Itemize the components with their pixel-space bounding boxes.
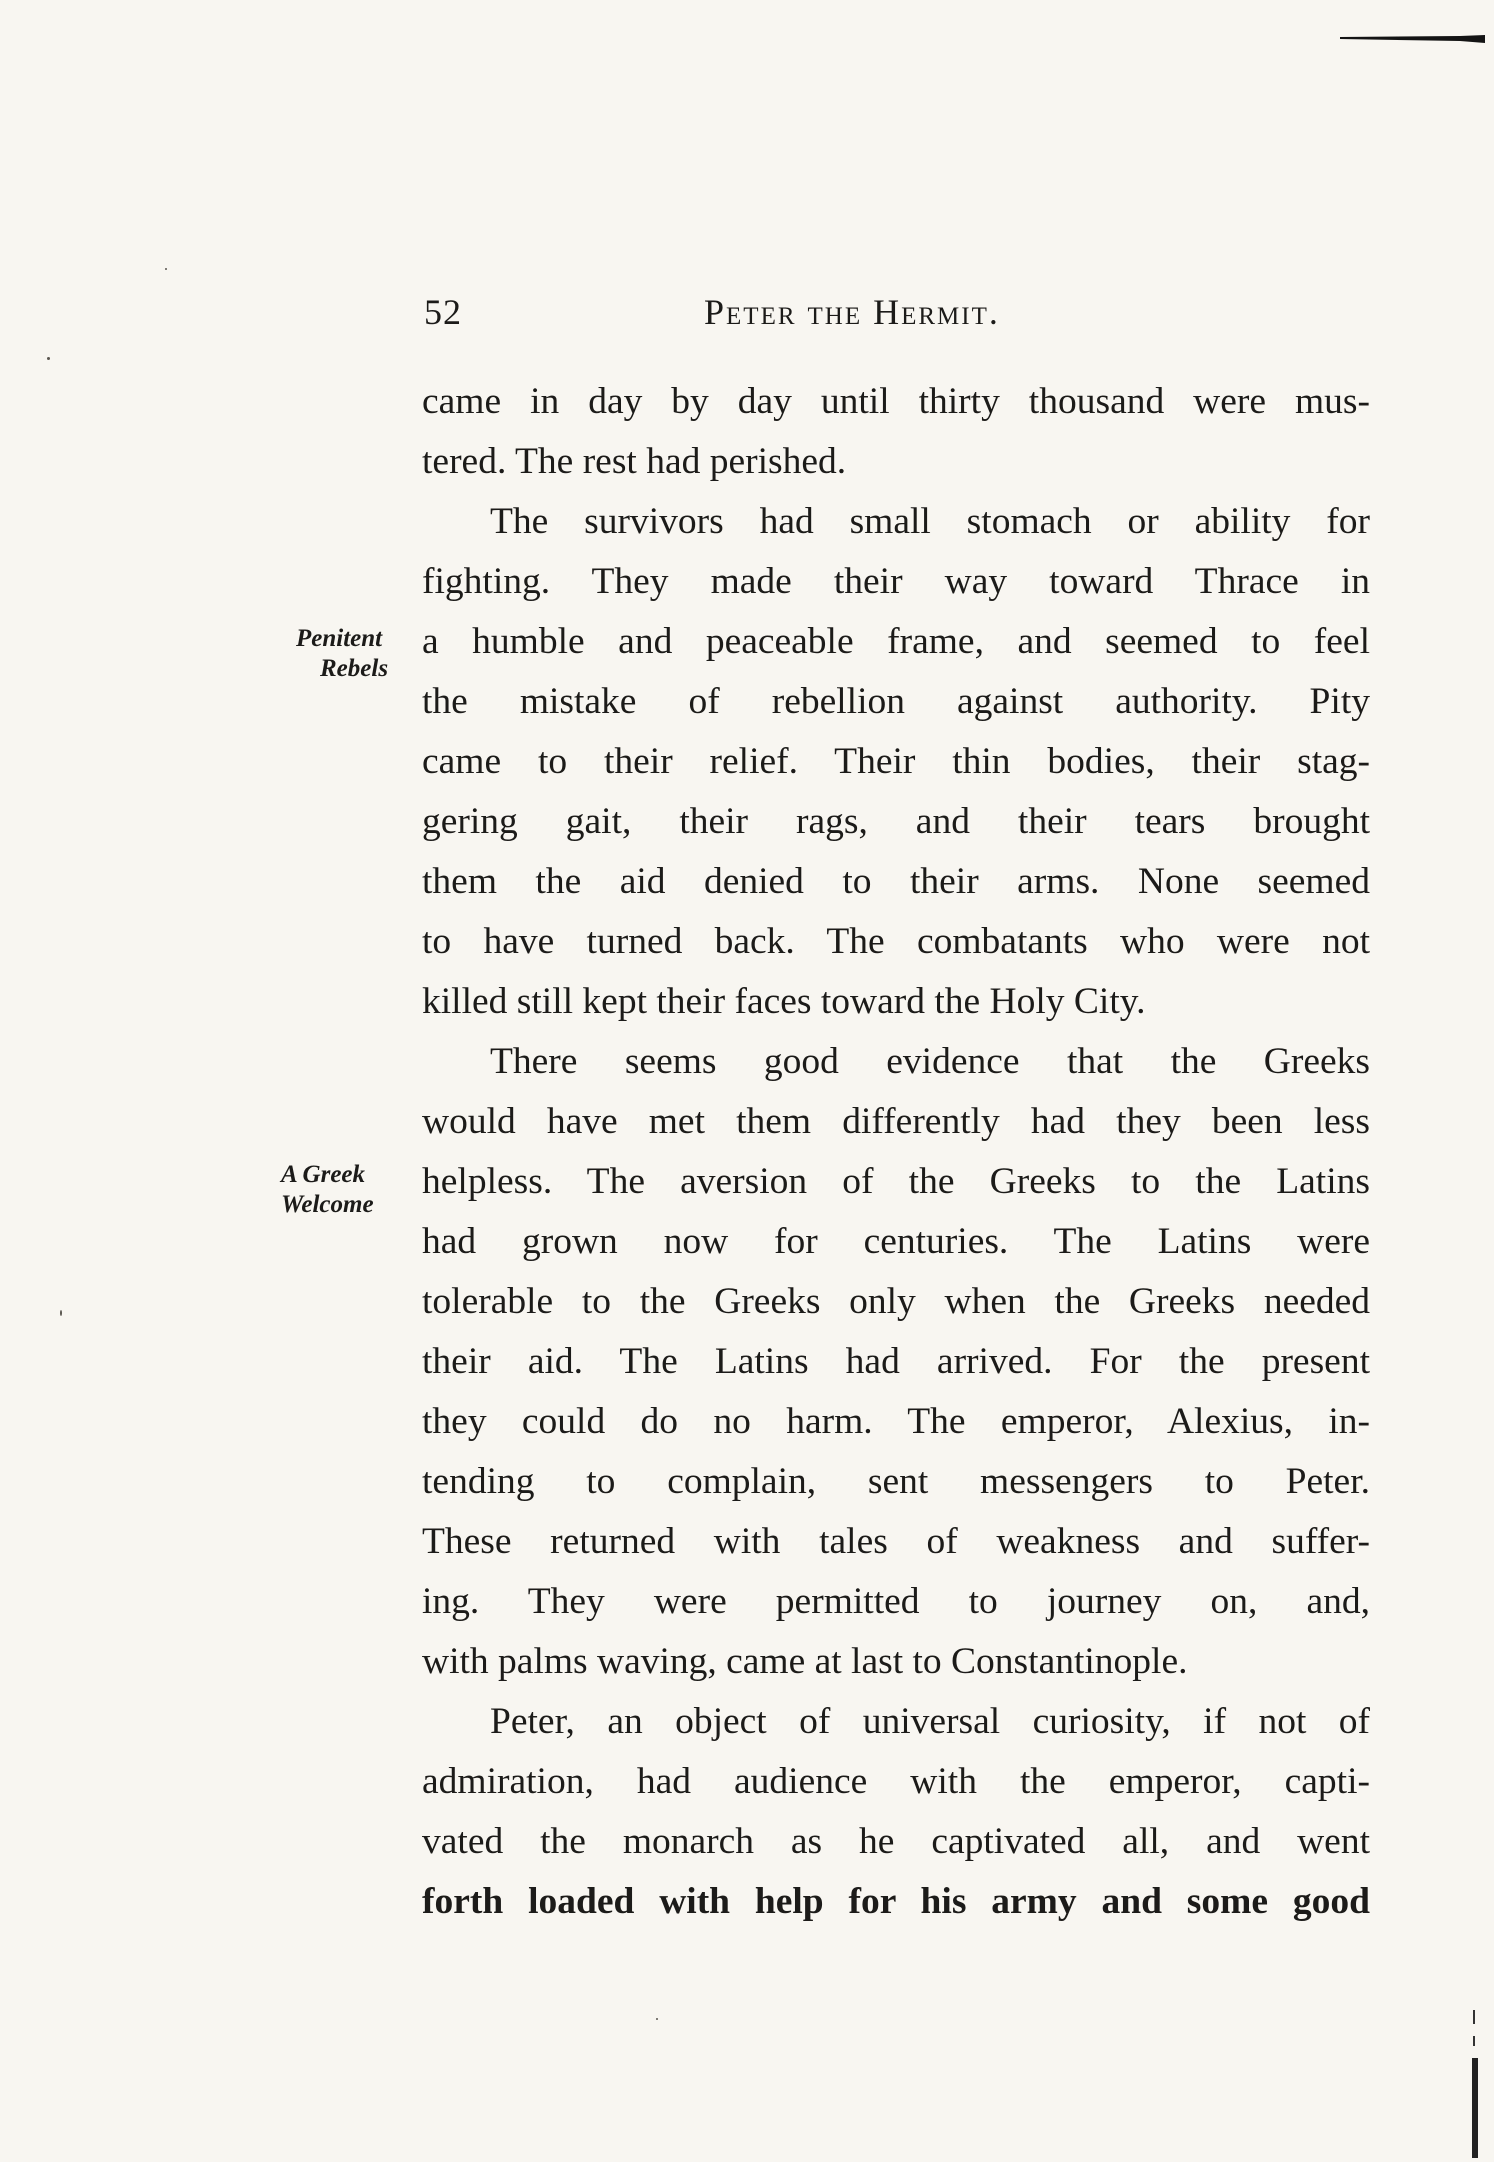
text-line: came to their relief. Their thin bodies, their stag- bbox=[422, 741, 1370, 782]
text-line: their aid. The Latins had arrived. For the present bbox=[422, 1341, 1370, 1382]
paragraph-start-line: Peter, an object of universal curiosity, if not of bbox=[490, 1701, 1370, 1742]
text-line: to have turned back. The combatants who were not bbox=[422, 921, 1370, 962]
paper-speck bbox=[60, 1310, 62, 1316]
text-line: would have met them differently had they been less bbox=[422, 1101, 1370, 1142]
page-edge-mark bbox=[1472, 2010, 1480, 2158]
sidenote-line: Welcome bbox=[281, 1191, 374, 1218]
text-line: forth loaded with help for his army and some good bbox=[422, 1881, 1370, 1922]
text-line: vated the monarch as he captivated all, and went bbox=[422, 1821, 1370, 1862]
sidenote-penitent-rebels bbox=[296, 624, 388, 684]
text-line: fighting. They made their way toward Thrace in bbox=[422, 561, 1370, 602]
page-number: 52 bbox=[424, 292, 462, 332]
text-line: tered. The rest had perished. bbox=[422, 441, 847, 482]
text-line: admiration, had audience with the emperor, capti- bbox=[422, 1761, 1370, 1802]
sidenote-line: Penitent bbox=[296, 625, 383, 652]
running-title: Peter the Hermit. bbox=[704, 292, 1000, 332]
text-line: killed still kept their faces toward the Holy City. bbox=[422, 981, 1146, 1022]
body-text bbox=[422, 372, 1370, 1932]
text-line: helpless. The aversion of the Greeks to the Latins bbox=[422, 1161, 1370, 1202]
paragraph-start-line: The survivors had small stomach or ability for bbox=[490, 501, 1370, 542]
text-line: them the aid denied to their arms. None seemed bbox=[422, 861, 1370, 902]
text-line: gering gait, their rags, and their tears brought bbox=[422, 801, 1370, 842]
sidenote-line: A Greek bbox=[281, 1161, 366, 1188]
text-line: they could do no harm. The emperor, Alexius, in- bbox=[422, 1401, 1370, 1442]
sidenote-line: Rebels bbox=[320, 655, 389, 682]
paper-speck bbox=[165, 268, 167, 270]
text-line: a humble and peaceable frame, and seemed to feel bbox=[422, 621, 1370, 662]
text-line: had grown now for centuries. The Latins were bbox=[422, 1221, 1370, 1262]
text-line: came in day by day until thirty thousand were mus- bbox=[422, 381, 1370, 422]
text-line: the mistake of rebellion against authority. Pity bbox=[422, 681, 1370, 722]
text-line: with palms waving, came at last to Constantinople. bbox=[422, 1641, 1188, 1682]
running-head bbox=[424, 292, 1374, 332]
paragraph-start-line: There seems good evidence that the Greeks bbox=[490, 1041, 1370, 1082]
text-line: ing. They were permitted to journey on, and, bbox=[422, 1581, 1370, 1622]
sidenote-a-greek-welcome bbox=[281, 1160, 374, 1220]
text-line: These returned with tales of weakness and suffer- bbox=[422, 1521, 1370, 1562]
text-line: tolerable to the Greeks only when the Greeks needed bbox=[422, 1281, 1370, 1322]
text-line: tending to complain, sent messengers to Peter. bbox=[422, 1461, 1370, 1502]
paper-speck bbox=[656, 2018, 658, 2020]
paper-speck bbox=[47, 357, 50, 360]
ink-smudge-mark bbox=[1340, 34, 1485, 44]
